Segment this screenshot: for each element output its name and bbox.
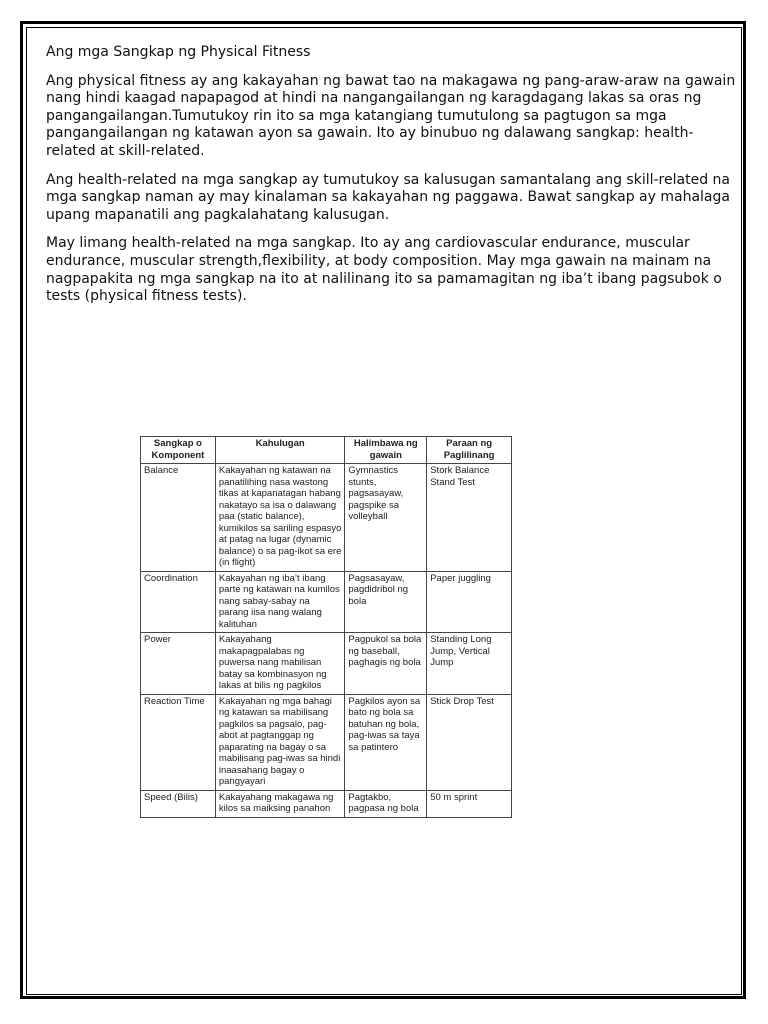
- header-paraan: Paraan ng Paglilinang: [427, 437, 512, 464]
- cell-paraan: Paper juggling: [427, 571, 512, 633]
- paragraph-1: Ang physical fitness ay ang kakayahan ng bawat tao na makagawa ng pang-araw-araw na gawain nang hindi kaagad napapagod at hindi na nangangailangan ng karagdagang lakas sa oras ng pangangailangan.Tumutukoy rin ito sa mga katangiang tumutulong sa pagtugon sa mga pangangailangan ng katawan ayon sa gawain. Ito ay binubuo ng dalawang sangkap: health-related at skill-related.: [46, 72, 736, 159]
- cell-paraan: Stork Balance Stand Test: [427, 464, 512, 572]
- cell-paraan: 50 m sprint: [427, 790, 512, 817]
- cell-halimbawa: Pagtakbo, pagpasa ng bola: [345, 790, 427, 817]
- cell-sangkap: Speed (Bilis): [141, 790, 216, 817]
- cell-kahulugan: Kakayahan ng mga bahagi ng katawan sa mabilisang pagkilos sa pagsalo, pag-abot at pagtanggap ng paparating na bagay o sa mabilisang pag-iwas sa hindi inaasahang bagay o pangyayari: [215, 694, 345, 790]
- table-row: [141, 790, 512, 817]
- cell-kahulugan: Kakayahang makagawa ng kilos sa maiksing panahon: [215, 790, 345, 817]
- paragraph-3: May limang health-related na mga sangkap. Ito ay ang cardiovascular endurance, muscular endurance, muscular strength,flexibility, at body composition. May mga gawain na mainam na nagpapakita ng mga sangkap na ito at nalilinang ito sa pamamagitan ng iba’t ibang pagsubok o tests (physical fitness tests).: [46, 235, 722, 305]
- cell-halimbawa: Pagkilos ayon sa bato ng bola sa batuhan ng bola, pag-iwas sa taya sa patintero: [345, 694, 427, 790]
- cell-kahulugan: Kakayahang makapagpalabas ng puwersa nang mabilisan batay sa kombinasyon ng lakas at bilis ng pagkilos: [215, 633, 345, 695]
- header-halimbawa: Halimbawa ng gawain: [345, 437, 427, 464]
- table-row: [141, 464, 512, 572]
- header-sangkap: Sangkap o Komponent: [141, 437, 216, 464]
- header-kahulugan: Kahulugan: [215, 437, 345, 464]
- cell-paraan: Stick Drop Test: [427, 694, 512, 790]
- paragraph-2: Ang health-related na mga sangkap ay tumutukoy sa kalusugan samantalang ang skill-related na mga sangkap naman ay may kinalaman sa kakayahan ng paggawa. Bawat sangkap ay mahalaga upang mapanatili ang pagkalahatang kalusugan.: [46, 171, 730, 223]
- table-row: [141, 694, 512, 790]
- fitness-components-table: [140, 436, 512, 818]
- cell-kahulugan: Kakayahan ng katawan na panatilihing nasa wastong tikas at kapanatagan habang nakatayo sa isa o dalawang paa (static balance), kumikilos sa sariling espasyo at patag na lugar (dynamic balance) o sa pag-ikot sa ere (in flight): [215, 464, 345, 572]
- cell-halimbawa: Pagsasayaw, pagdidribol ng bola: [345, 571, 427, 633]
- fitness-components-table-wrapper: [140, 436, 512, 818]
- cell-sangkap: Reaction Time: [141, 694, 216, 790]
- cell-halimbawa: Gymnastics stunts, pagsasayaw, pagspike sa volleyball: [345, 464, 427, 572]
- cell-sangkap: Coordination: [141, 571, 216, 633]
- document-title: Ang mga Sangkap ng Physical Fitness: [46, 44, 311, 60]
- cell-sangkap: Power: [141, 633, 216, 695]
- table-row: [141, 571, 512, 633]
- cell-kahulugan: Kakayahan ng iba’t ibang parte ng katawan na kumilos nang sabay-sabay na parang iisa nang walang kalituhan: [215, 571, 345, 633]
- cell-paraan: Standing Long Jump, Vertical Jump: [427, 633, 512, 695]
- table-row: [141, 633, 512, 695]
- table-header-row: [141, 437, 512, 464]
- cell-sangkap: Balance: [141, 464, 216, 572]
- cell-halimbawa: Pagpukol sa bola ng baseball, paghagis ng bola: [345, 633, 427, 695]
- document-body: [46, 44, 736, 317]
